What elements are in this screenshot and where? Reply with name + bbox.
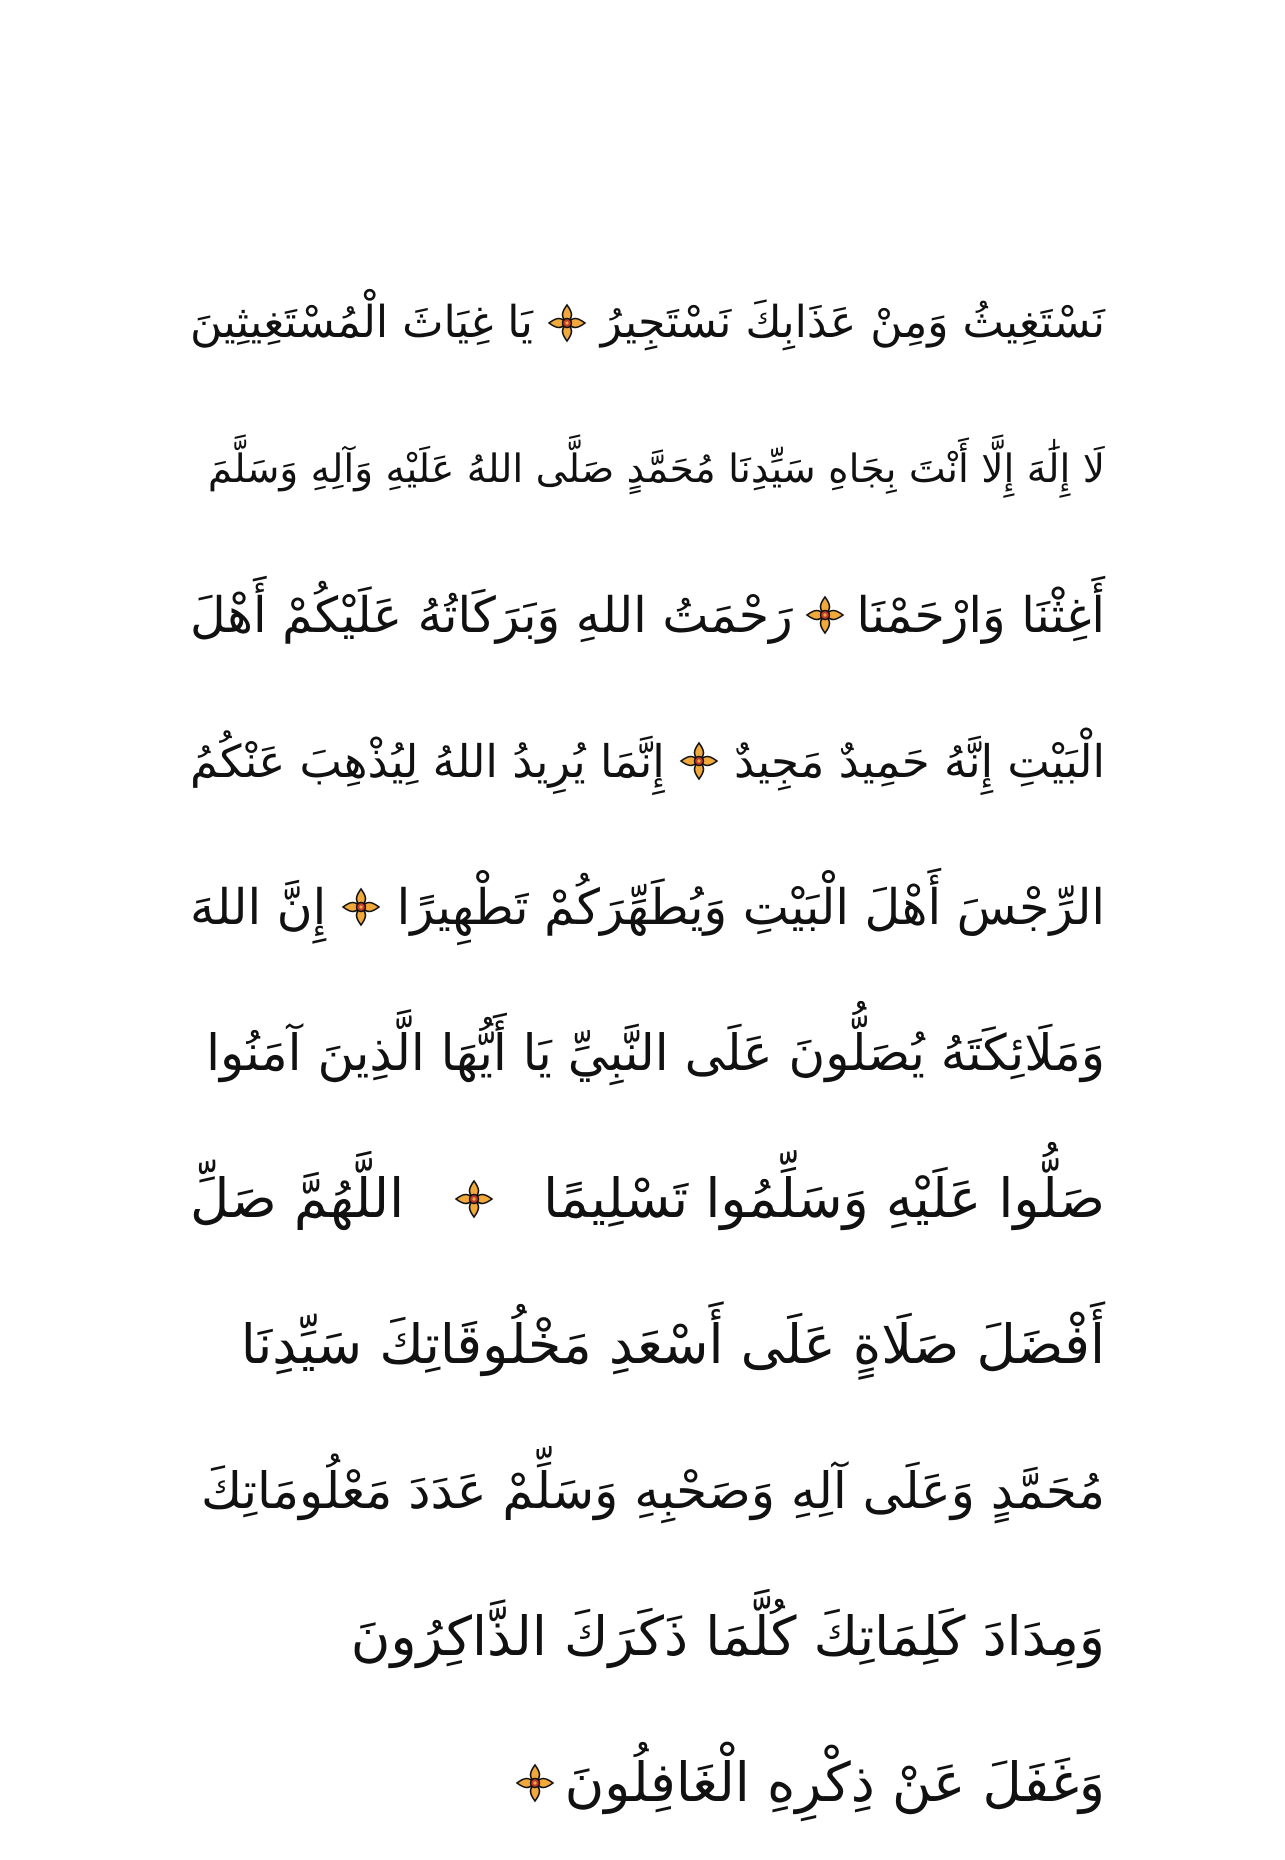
text-segment: إِنَّمَا يُرِيدُ اللهُ لِيُذْهِبَ عَنْكُمُ <box>190 734 665 788</box>
text-segment: الرِّجْسَ أَهْلَ الْبَيْتِ وَيُطَهِّرَكُمْ تَطْهِيرًا <box>396 878 1105 936</box>
text-line <box>190 1710 1105 1856</box>
calligraphy-text-block <box>190 250 1105 1856</box>
rosette-separator-icon <box>454 1179 494 1219</box>
text-line <box>190 396 1105 542</box>
text-segment: رَحْمَتُ اللهِ وَبَرَكَاتُهُ عَلَيْكُمْ أَهْلَ <box>190 586 793 644</box>
text-segment: وَمِدَادَ كَلِمَاتِكَ كُلَّمَا ذَكَرَكَ الذَّاكِرُونَ <box>350 1605 1105 1668</box>
text-line <box>190 1564 1105 1710</box>
text-line <box>190 250 1105 396</box>
rosette-separator-icon <box>547 303 587 343</box>
text-segment: اللَّهُمَّ صَلِّ <box>190 1167 405 1230</box>
text-line <box>190 542 1105 688</box>
text-segment: لَا إِلَٰهَ إِلَّا أَنْتَ بِجَاهِ سَيِّدِنَا مُحَمَّدٍ صَلَّى اللهُ عَلَيْهِ وَآلِهِ وَسَلَّمَ <box>207 446 1105 492</box>
rosette-separator-icon <box>515 1763 555 1803</box>
text-segment: نَسْتَغِيثُ وَمِنْ عَذَابِكَ نَسْتَجِيرُ <box>600 297 1105 348</box>
rosette-separator-icon <box>679 741 719 781</box>
text-segment: أَغِثْنَا وَارْحَمْنَا <box>856 586 1105 644</box>
text-segment: وَمَلَائِكَتَهُ يُصَلُّونَ عَلَى النَّبِيِّ يَا أَيُّهَا الَّذِينَ آمَنُوا <box>206 1024 1105 1082</box>
text-line <box>190 834 1105 980</box>
text-segment: صَلُّوا عَلَيْهِ وَسَلِّمُوا تَسْلِيمًا <box>543 1167 1105 1230</box>
text-line <box>190 1272 1105 1418</box>
text-segment: إِنَّ اللهَ <box>190 878 327 936</box>
text-segment: أَفْضَلَ صَلَاةٍ عَلَى أَسْعَدِ مَخْلُوقَاتِكَ سَيِّدِنَا <box>240 1313 1105 1376</box>
rosette-separator-icon <box>341 887 381 927</box>
text-line <box>190 688 1105 834</box>
text-line <box>190 980 1105 1126</box>
text-segment: يَا غِيَاثَ الْمُسْتَغِيثِينَ <box>190 297 533 348</box>
text-line <box>190 1126 1105 1272</box>
text-segment: مُحَمَّدٍ وَعَلَى آلِهِ وَصَحْبِهِ وَسَلِّمْ عَدَدَ مَعْلُومَاتِكَ <box>200 1462 1105 1520</box>
text-segment: وَغَفَلَ عَنْ ذِكْرِهِ الْغَافِلُونَ <box>564 1751 1105 1814</box>
rosette-separator-icon <box>805 595 845 635</box>
text-line <box>190 1418 1105 1564</box>
text-segment: الْبَيْتِ إِنَّهُ حَمِيدٌ مَجِيدٌ <box>733 734 1105 788</box>
